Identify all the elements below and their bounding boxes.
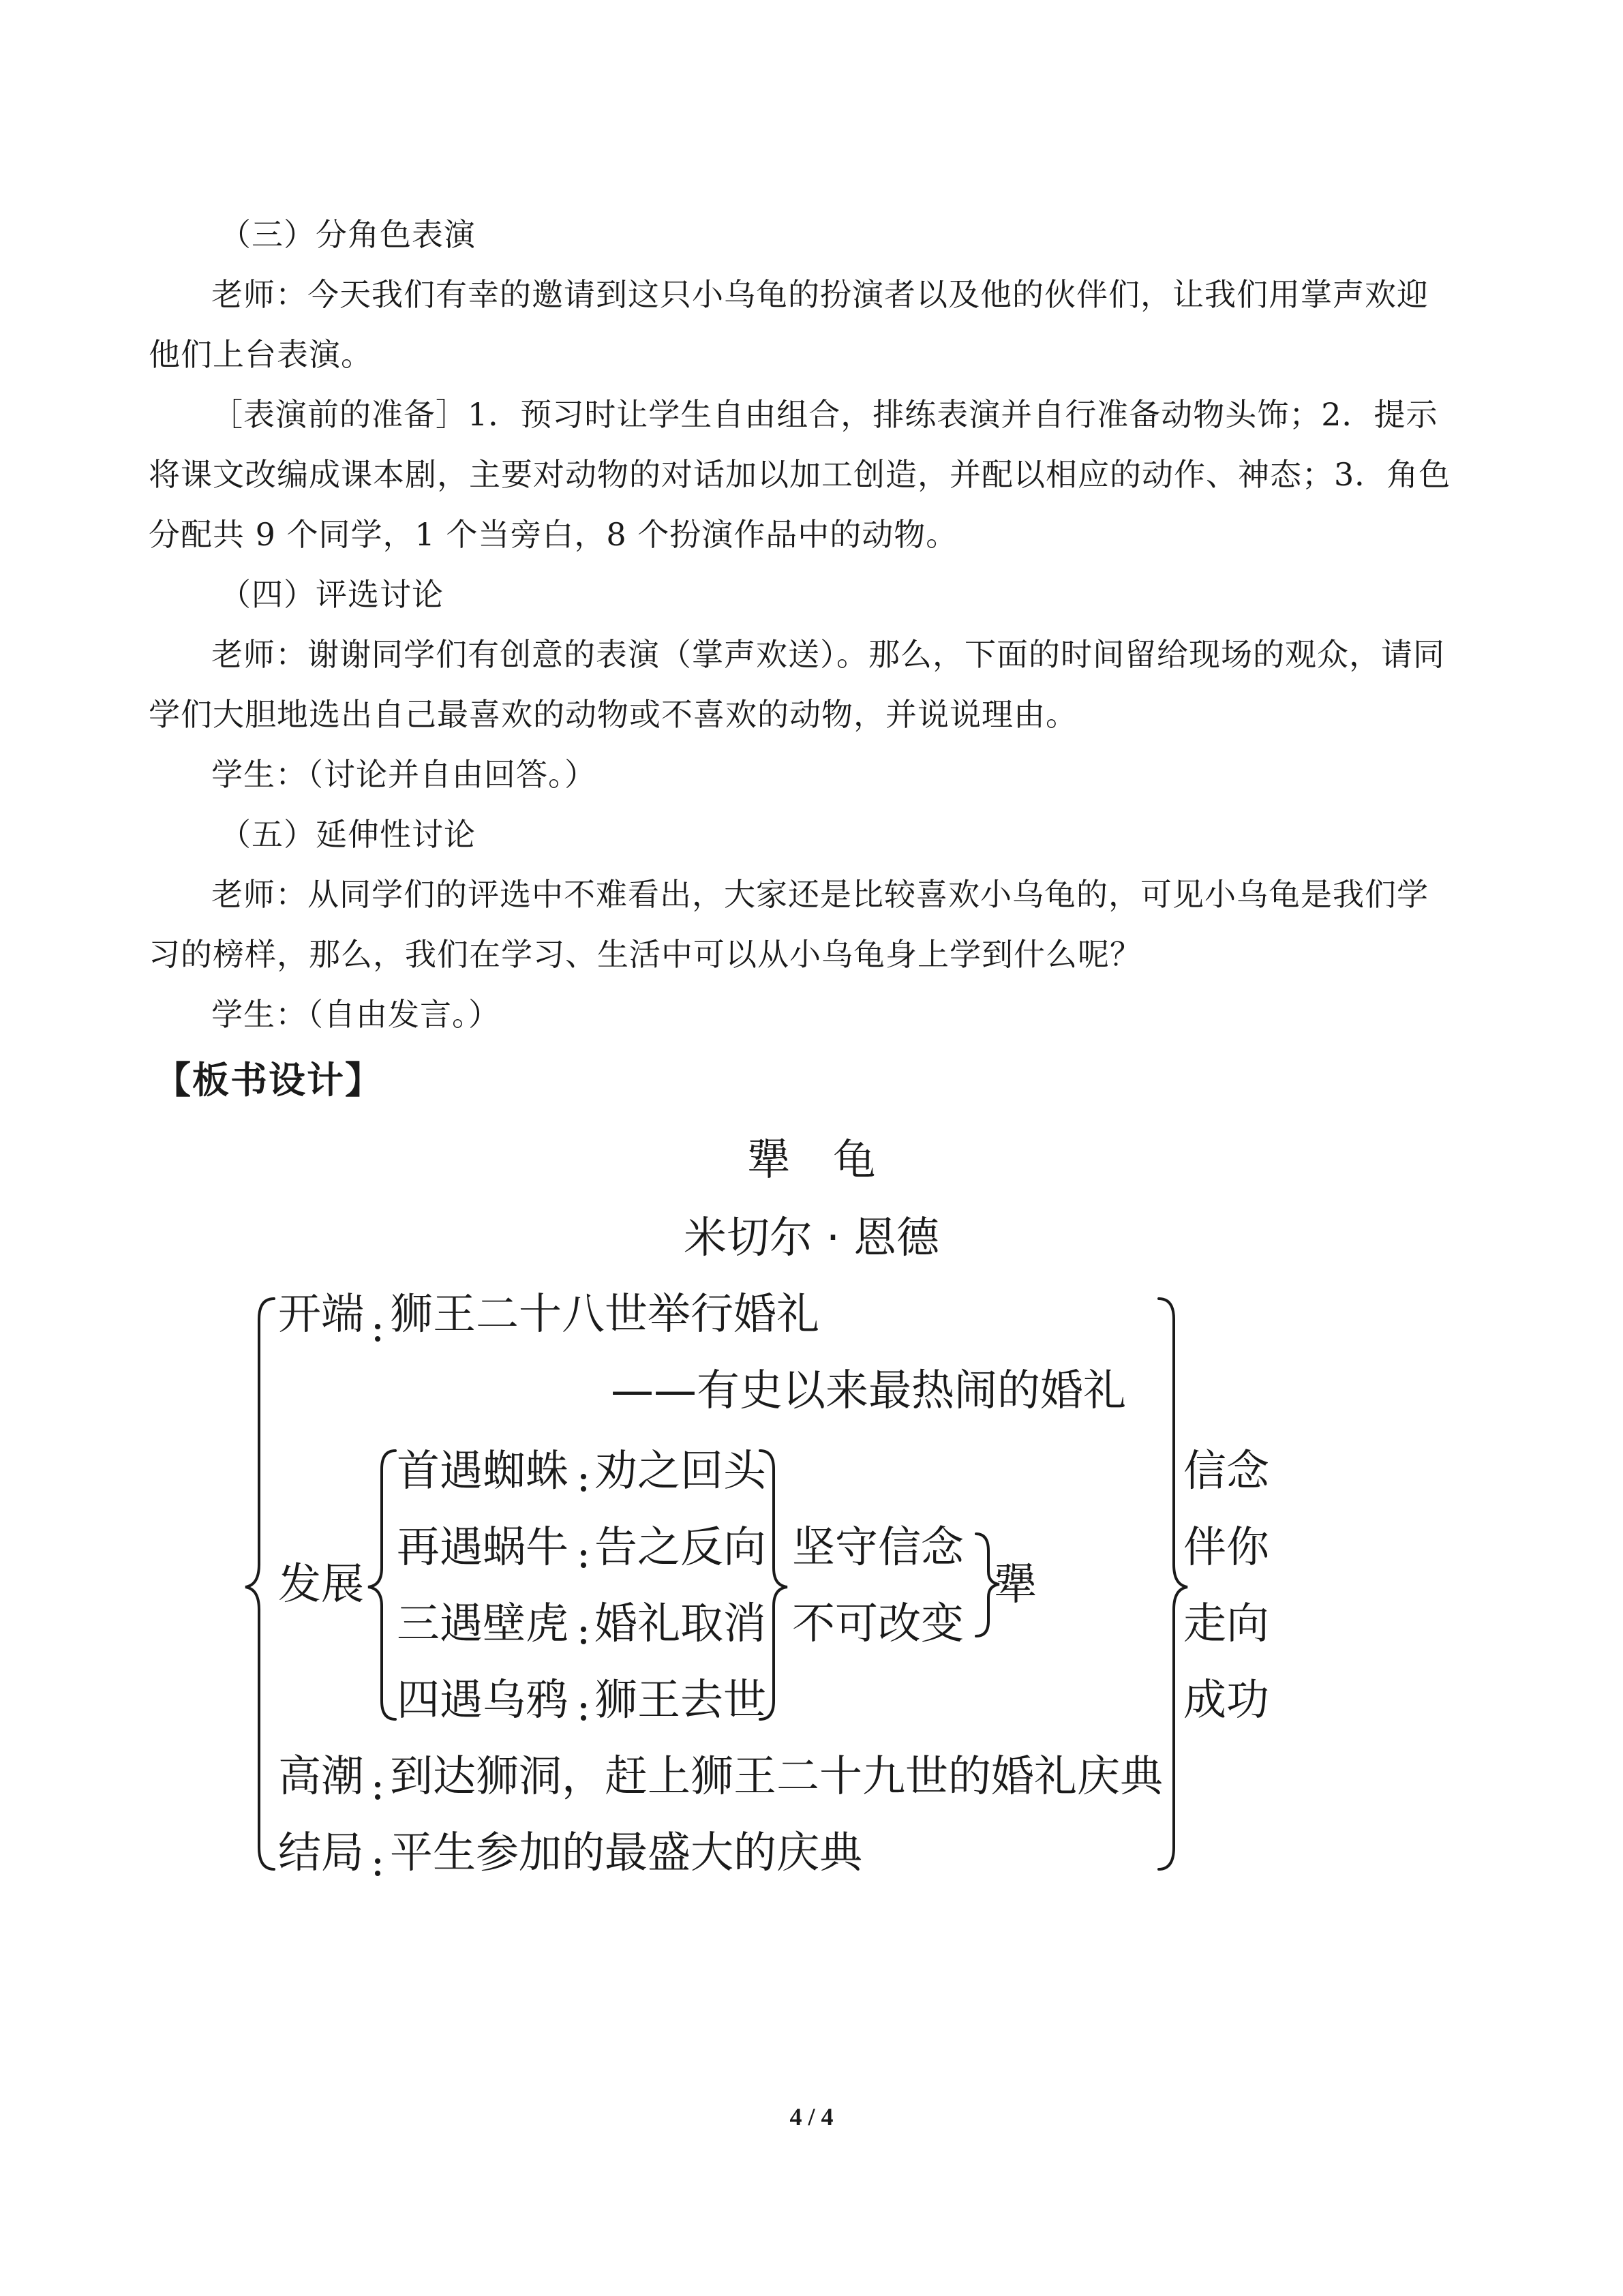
development-left-brace [368, 1451, 395, 1719]
section-3-title: （三）分角色表演 [219, 216, 476, 253]
ending-label: 结局 [278, 1828, 364, 1877]
encounter-4-what: 狮王去世 [594, 1675, 766, 1725]
outer-left-brace [245, 1299, 274, 1869]
climax-text: 到达狮洞，赶上狮王二十九世的婚礼庆典 [390, 1751, 1163, 1801]
encounter-1-who: 首遇蜘蛛 [397, 1446, 568, 1496]
s5-student: 学生：（自由发言。） [211, 996, 500, 1033]
encounter-1-what: 劝之回头 [594, 1446, 766, 1496]
s3-prep-line-1: ［表演前的准备］1．预习时让学生自由组合，排练表演并自行准备动物头饰；2．提示 [211, 396, 1438, 433]
enc4-colon [581, 1703, 586, 1708]
development-label: 发展 [278, 1559, 364, 1609]
ending-colon [375, 1858, 380, 1864]
moral-line-2: 伴你 [1183, 1522, 1269, 1572]
opening-label: 开端 [278, 1289, 364, 1339]
outer-right-brace [1159, 1299, 1187, 1869]
opening-text: 狮王二十八世举行婚礼 [390, 1289, 819, 1339]
moral-line-3: 走向 [1183, 1599, 1269, 1648]
encounter-2-what: 告之反向 [594, 1522, 766, 1572]
encounter-4-who: 四遇乌鸦 [397, 1675, 568, 1725]
enc1-colon [581, 1474, 586, 1479]
enc2-colon [581, 1550, 586, 1556]
encounter-3-who: 三遇壁虎 [397, 1599, 568, 1648]
s3-teacher-line-1: 老师：今天我们有幸的邀请到这只小乌龟的扮演者以及他的伙伴们，让我们用掌声欢迎 [211, 276, 1429, 313]
stubborn-char: 犟 [994, 1560, 1037, 1610]
s3-teacher-line-2: 他们上台表演。 [149, 336, 373, 373]
belief-line-2: 不可改变 [792, 1599, 964, 1648]
s4-teacher-line-1: 老师：谢谢同学们有创意的表演（掌声欢送）。那么，下面的时间留给现场的观众，请同 [211, 636, 1445, 673]
ending-text: 平生参加的最盛大的庆典 [390, 1828, 862, 1877]
opening-colon [375, 1324, 380, 1329]
board-heading: 【板书设计】 [154, 1059, 383, 1102]
s3-prep-line-3: 分配共 9 个同学，1 个当旁白，8 个扮演作品中的动物。 [149, 516, 958, 553]
page-number: 4 / 4 [789, 2103, 834, 2130]
s4-student: 学生：（讨论并自由回答。） [211, 756, 596, 793]
s3-prep-line-2: 将课文改编成课本剧，主要对动物的对话加以加工创造，并配以相应的动作、神态；3．角色 [149, 456, 1451, 493]
encounter-2-who: 再遇蜗牛 [397, 1522, 568, 1572]
board-title: 犟 龟 [747, 1135, 876, 1185]
s4-teacher-line-2: 学们大胆地选出自己最喜欢的动物或不喜欢的动物，并说说理由。 [149, 696, 1078, 733]
belief-line-1: 坚守信念 [792, 1522, 964, 1572]
section-5-title: （五）延伸性讨论 [219, 816, 476, 853]
enc3-colon [581, 1627, 586, 1632]
s5-teacher-line-2: 习的榜样，那么，我们在学习、生活中可以从小乌龟身上学到什么呢？ [149, 936, 1142, 973]
board-author: 米切尔 · 恩德 [683, 1213, 940, 1263]
climax-label: 高潮 [278, 1751, 364, 1801]
encounter-3-what: 婚礼取消 [594, 1599, 766, 1648]
section-4-title: （四）评选讨论 [219, 576, 444, 613]
s5-teacher-line-1: 老师：从同学们的评选中不难看出，大家还是比较喜欢小乌龟的，可见小乌龟是我们学 [211, 876, 1429, 913]
moral-line-4: 成功 [1183, 1675, 1269, 1725]
moral-line-1: 信念 [1183, 1446, 1269, 1496]
opening-subtext: ——有史以来最热闹的婚礼 [611, 1365, 1126, 1415]
climax-colon [375, 1782, 380, 1787]
